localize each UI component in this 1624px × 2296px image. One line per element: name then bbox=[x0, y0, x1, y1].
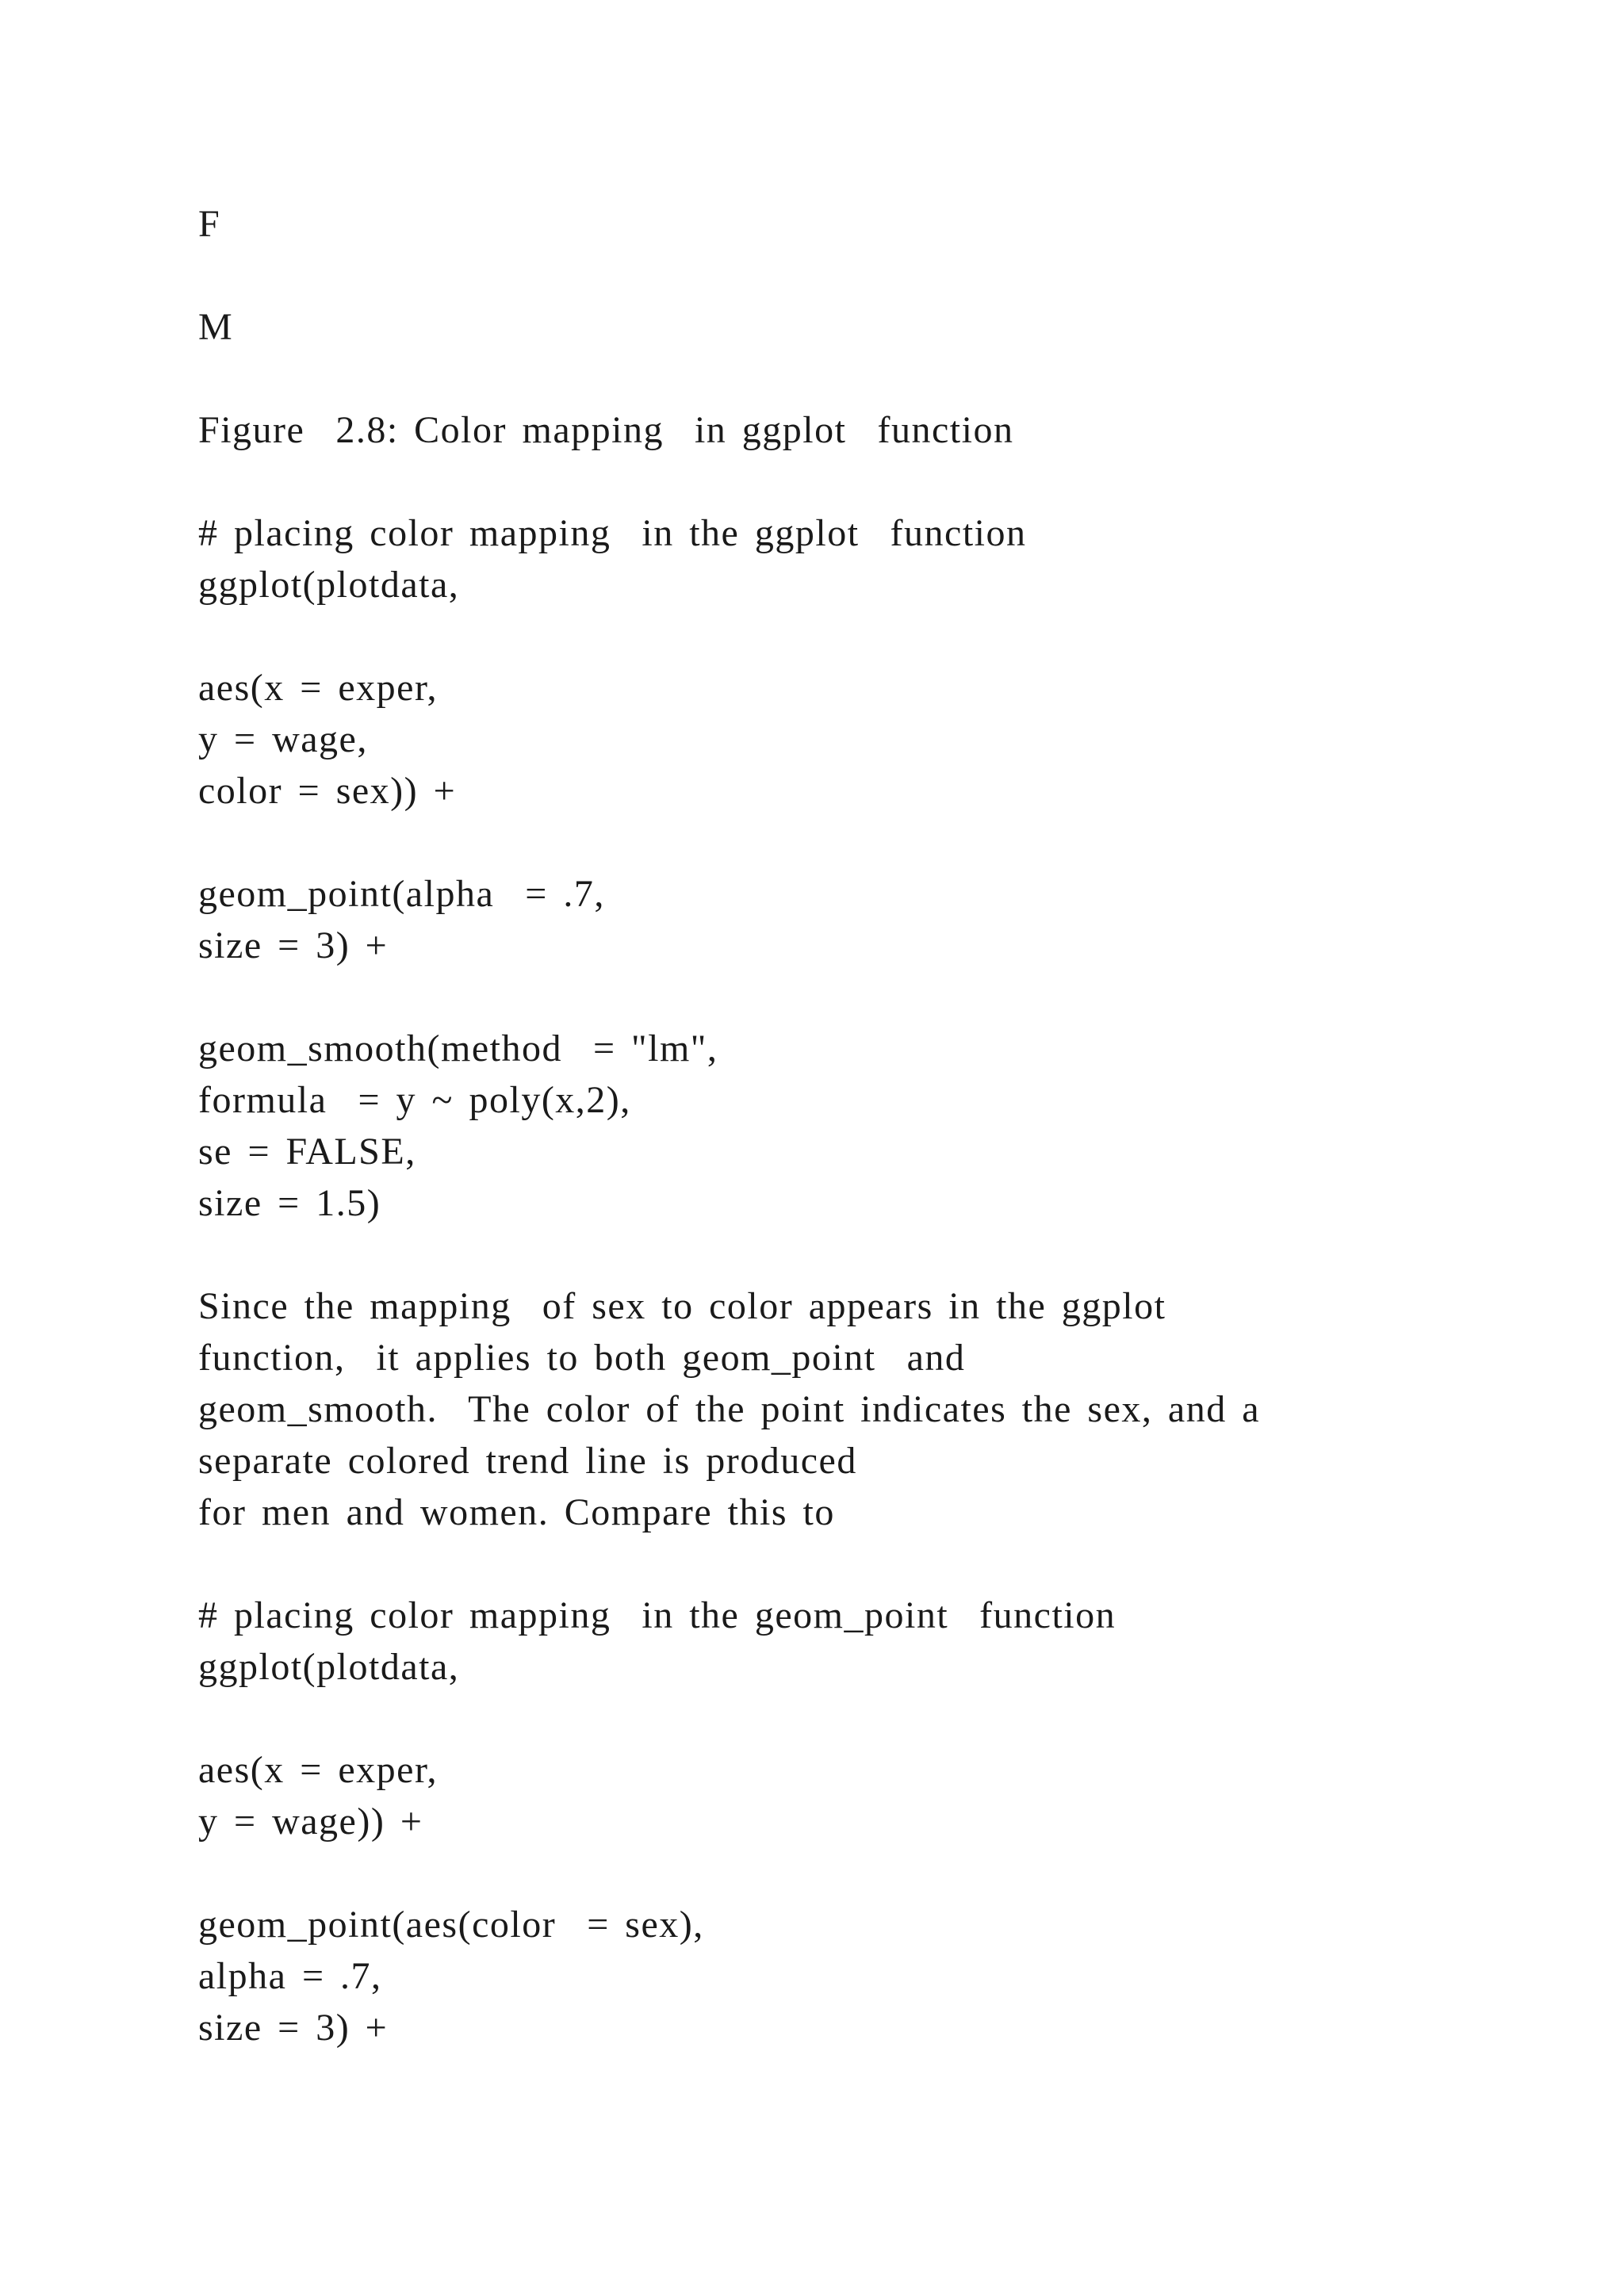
text-line bbox=[198, 610, 1467, 662]
code-line: geom_point(alpha = .7, bbox=[198, 873, 605, 915]
code-line: aes(x = exper, bbox=[198, 667, 439, 709]
code-line: color = sex)) + bbox=[198, 770, 457, 812]
paragraph-line: function, it applies to both geom_point and bbox=[198, 1337, 966, 1379]
code-line: size = 1.5) bbox=[198, 1182, 381, 1224]
code-line: size = 3) + bbox=[198, 2007, 389, 2049]
code-line: geom_smooth(method = "lm", bbox=[198, 1027, 718, 1070]
code-line: geom_point(aes(color = sex), bbox=[198, 1904, 704, 1946]
code-line: ggplot(plotdata, bbox=[198, 1646, 460, 1688]
code-line: y = wage, bbox=[198, 718, 368, 760]
text-line bbox=[198, 971, 1467, 1023]
text-line bbox=[198, 1229, 1467, 1280]
paragraph-line: for men and women. Compare this to bbox=[198, 1491, 835, 1533]
text-line bbox=[198, 1847, 1467, 1899]
figure-caption: Figure 2.8: Color mapping in ggplot function bbox=[198, 409, 1014, 451]
paragraph-line: Since the mapping of sex to color appears in the ggplot bbox=[198, 1285, 1166, 1327]
code-line: aes(x = exper, bbox=[198, 1749, 439, 1791]
code-line: se = FALSE, bbox=[198, 1131, 416, 1173]
code-line: y = wage)) + bbox=[198, 1800, 423, 1843]
code-comment: # placing color mapping in the geom_point function bbox=[198, 1594, 1116, 1636]
paragraph-line: geom_smooth. The color of the point indicates the sex, and a bbox=[198, 1388, 1261, 1430]
text-line bbox=[198, 456, 1467, 507]
code-line: size = 3) + bbox=[198, 924, 389, 966]
text-line bbox=[198, 817, 1467, 868]
code-comment: # placing color mapping in the ggplot function bbox=[198, 512, 1027, 554]
text-line bbox=[198, 1693, 1467, 1744]
text-line bbox=[198, 250, 1467, 301]
code-line: alpha = .7, bbox=[198, 1955, 382, 1997]
text-line bbox=[198, 1538, 1467, 1590]
text-line bbox=[198, 353, 1467, 404]
code-line: ggplot(plotdata, bbox=[198, 564, 460, 606]
text-line: F bbox=[198, 203, 221, 245]
document-page bbox=[198, 198, 1467, 2053]
text-line: M bbox=[198, 306, 234, 348]
paragraph-line: separate colored trend line is produced bbox=[198, 1440, 857, 1482]
code-line: formula = y ~ poly(x,2), bbox=[198, 1079, 631, 1121]
